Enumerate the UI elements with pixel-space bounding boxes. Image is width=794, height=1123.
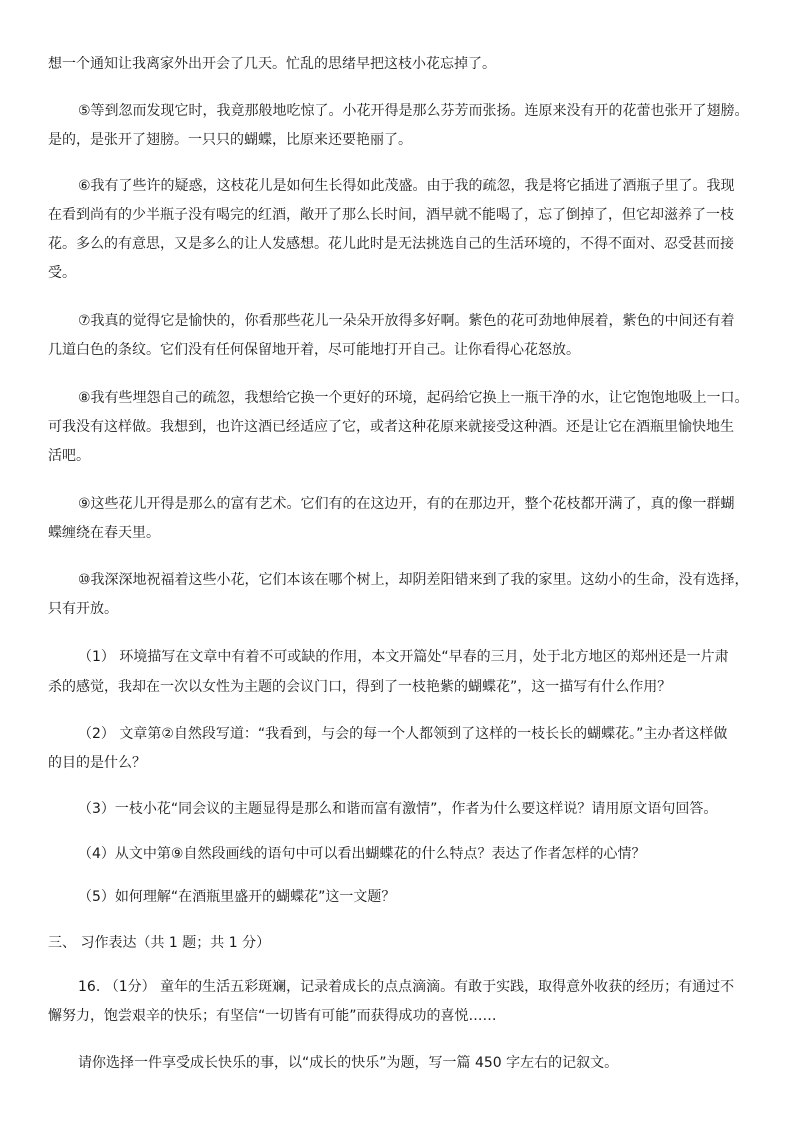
question-line: 杀的感觉，我却在一次以女性为主题的会议门口，得到了一枝艳紫的蝴蝶花”，这一描写有什么作用？ [48,679,672,695]
question-line: （3）一枝小花“同会议的主题显得是那么和谐而富有激情”，作者为什么要这样说？请用原文语句回答。 [78,801,718,817]
text-line: 只有开放。 [48,601,118,617]
text-line: 活吧。 [48,448,90,464]
text-line: ⑧我有些埋怨自己的疏忽，我想给它换一个更好的环境，起码给它换上一瓶干净的水，让它饱饱地吸上一口。 [78,390,749,406]
text-line: ⑦我真的觉得它是愉快的，你看那些花儿一朵朵开放得多好啊。紫色的花可劲地伸展着，紫色的中间还有着 [78,313,735,329]
question-line: （5）如何理解“在酒瓶里盛开的蝴蝶花”这一文题？ [78,889,396,905]
text-line: 想一个通知让我离家外出开会了几天。忙乱的思绪早把这枝小花忘掉了。 [48,56,496,72]
text-line: 是的，是张开了翅膀。一只只的蝴蝶，比原来还要艳丽了。 [48,132,412,148]
writing-task-line: 请你选择一件享受成长快乐的事，以“成长的快乐”为题，写一篇 450 字左右的记叙文。 [78,1055,619,1071]
text-line: 蝶缠绕在春天里。 [48,525,160,541]
question-line: （1） 环境描写在文章中有着不可或缺的作用，本文开篇处“早春的三月，处于北方地区的郑州还是一片肃 [78,649,729,665]
writing-task-line: 懈努力，饱尝艰辛的快乐；有坚信“一切皆有可能”而获得成功的喜悦…… [48,1008,497,1024]
text-line: 在看到尚有的少半瓶子没有喝完的红酒，敞开了那么长时间，酒早就不能喝了，忘了倒掉了，但它却滋养了一枝 [48,207,734,223]
text-line: 可我没有这样做。我想到，也许这酒已经适应了它，或者这种花原来就接受这种酒。还是让它在酒瓶里愉快地生 [48,419,734,435]
text-line: 受。 [48,265,76,281]
question-line: 的目的是什么？ [48,755,146,771]
text-line: ⑩我深深地祝福着这些小花，它们本该在哪个树上，却阴差阳错来到了我的家里。这幼小的生命，没有选择， [78,572,749,588]
text-line: ⑥我有了些许的疑惑，这枝花儿是如何生长得如此茂盛。由于我的疏忽，我是将它插进了酒瓶子里了。我现 [78,178,735,194]
text-line: 几道白色的条纹。它们没有任何保留地开着，尽可能地打开自己。让你看得心花怒放。 [48,342,580,358]
text-line: ⑤等到忽而发现它时，我竟那般地吃惊了。小花开得是那么芬芳而张扬。连原来没有开的花蕾也张开了翅膀。 [78,103,749,119]
question-line: （2） 文章第②自然段写道：“我看到，与会的每一个人都领到了这样的一枝长长的蝴蝶花。”主办者这样做 [78,726,728,742]
question-line: （4）从文中第⑨自然段画线的语句中可以看出蝴蝶花的什么特点？表达了作者怎样的心情？ [78,846,646,862]
text-line: 花。多么的有意思，又是多么的让人发感想。花儿此时是无法挑选自己的生活环境的，不得不面对、忍受甚而接 [48,236,734,252]
section-heading: 三、 习作表达（共 1 题；共 1 分） [48,935,271,951]
text-line: ⑨这些花儿开得是那么的富有艺术。它们有的在这边开，有的在那边开，整个花枝都开满了，真的像一群蝴 [78,496,735,512]
writing-task-line: 16. （1分） 童年的生活五彩斑斓，记录着成长的点点滴滴。有敢于实践，取得意外收获的经历；有通过不 [78,979,735,995]
